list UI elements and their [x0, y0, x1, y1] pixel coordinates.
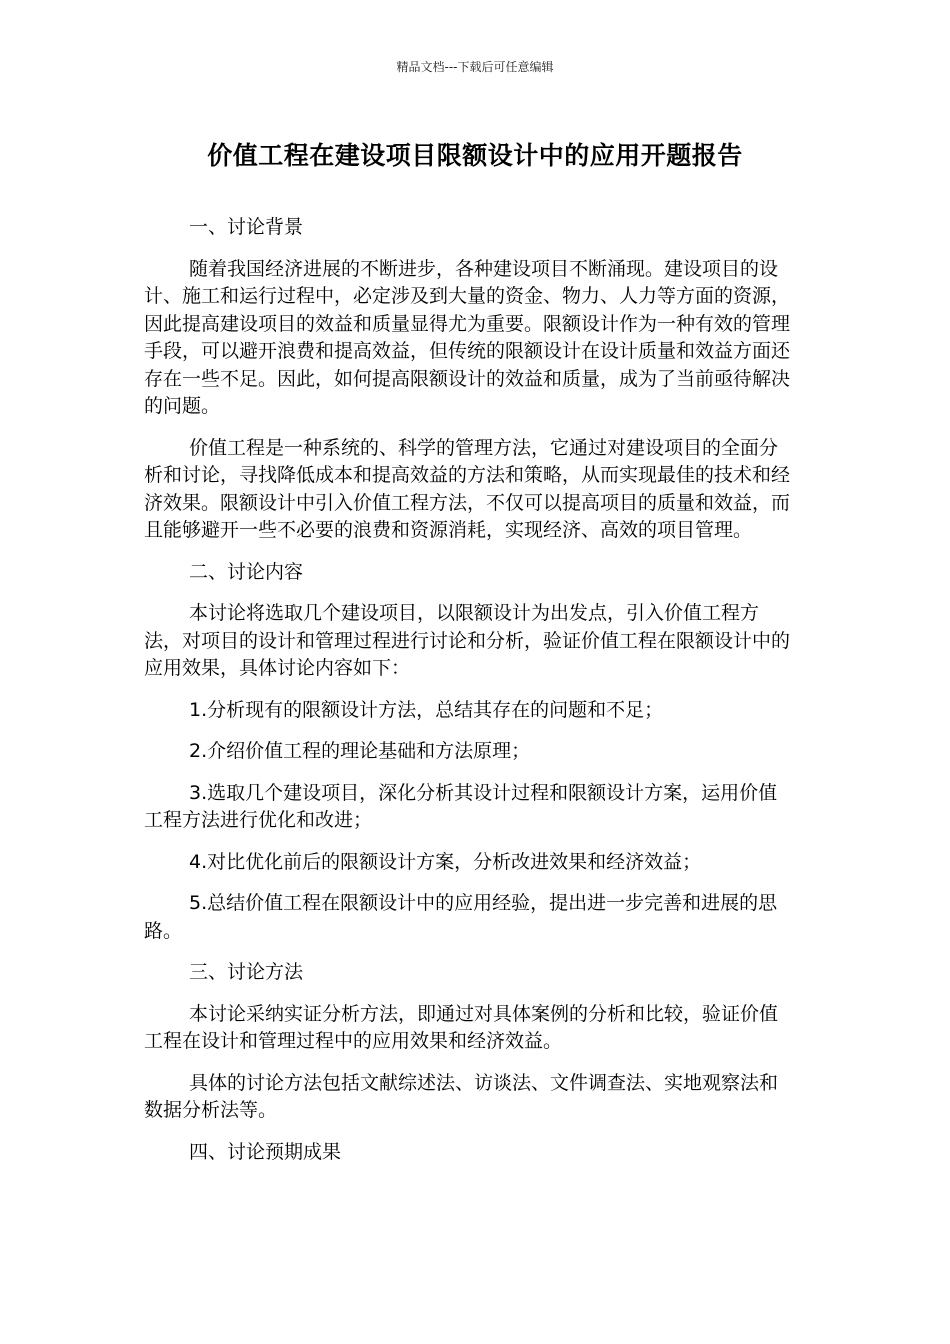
paragraph: 本讨论采纳实证分析方法，即通过对具体案例的分析和比较，验证价值工程在设计和管理过程中的应用效果和经济效益。	[144, 1002, 779, 1052]
list-item: 3.选取几个建设项目，深化分析其设计过程和限额设计方案，运用价值工程方法进行优化和改进；	[144, 781, 778, 831]
document-title: 价值工程在建设项目限额设计中的应用开题报告	[207, 141, 743, 170]
section-heading-background: 一、讨论背景	[189, 216, 304, 238]
list-item: 4.对比优化前后的限额设计方案，分析改进效果和经济效益；	[189, 850, 702, 873]
list-item: 5.总结价值工程在限额设计中的应用经验，提出进一步完善和进展的思路。	[144, 892, 778, 942]
document-body	[144, 214, 794, 1180]
list-item: 2.介绍价值工程的理论基础和方法原理；	[189, 740, 531, 762]
paragraph: 价值工程是一种系统的、科学的管理方法，它通过对建设项目的全面分析和讨论，寻找降低成本和提高效益的方法和策略，从而实现最佳的技术和经济效果。限额设计中引入价值工程方法，不仅可以提高项目的质量和效益，而且能够避开一些不必要的浪费和资源消耗，实现经济、高效的项目管理。	[144, 436, 791, 541]
paragraph: 随着我国经济进展的不断进步，各种建设项目不断涌现。建设项目的设计、施工和运行过程中，必定涉及到大量的资金、物力、人力等方面的资源，因此提高建设项目的效益和质量显得尤为重要。限额设计作为一种有效的管理手段，可以避开浪费和提高效益，但传统的限额设计在设计质量和效益方面还存在一些不足。因此，如何提高限额设计的效益和质量，成为了当前亟待解决的问题。	[144, 257, 791, 417]
section-heading-expected-results: 四、讨论预期成果	[189, 1140, 342, 1163]
section-heading-content: 二、讨论内容	[189, 560, 304, 583]
list-item: 1.分析现有的限额设计方法，总结其存在的问题和不足；	[189, 698, 664, 721]
paragraph: 本讨论将选取几个建设项目，以限额设计为出发点，引入价值工程方法，对项目的设计和管理过程进行讨论和分析，验证价值工程在限额设计中的应用效果，具体讨论内容如下：	[144, 602, 791, 679]
section-heading-method: 三、讨论方法	[189, 961, 304, 983]
paragraph: 具体的讨论方法包括文献综述法、访谈法、文件调查法、实地观察法和数据分析法等。	[144, 1071, 779, 1121]
page-header: 精品文档---下载后可任意编辑	[396, 60, 554, 74]
